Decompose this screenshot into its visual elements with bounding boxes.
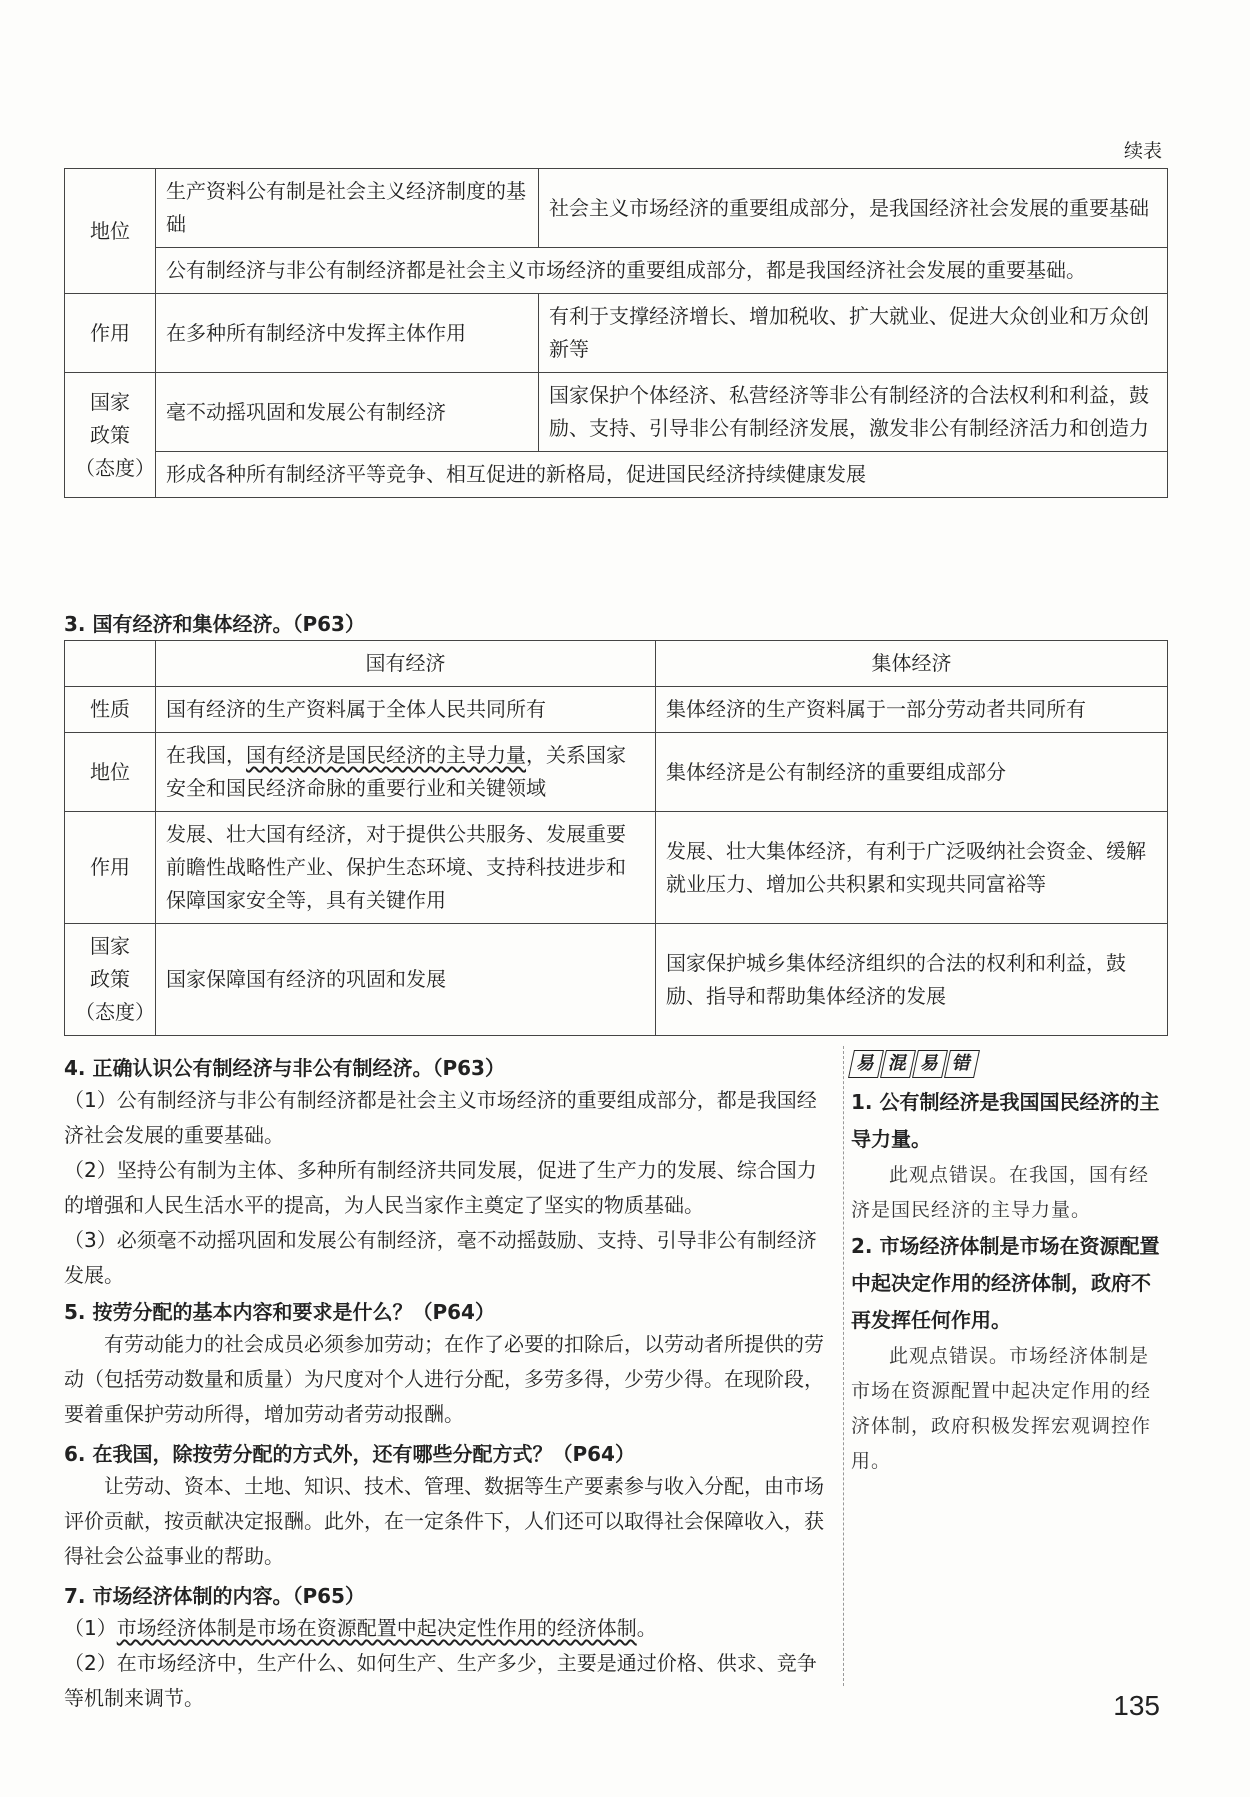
row-label-position: 地位 [65, 169, 156, 294]
label-line: （态度） [75, 1000, 155, 1024]
row-label-role: 作用 [65, 294, 156, 373]
row-label-policy [65, 373, 156, 498]
state-collective-table [64, 640, 1168, 1036]
mistake-statement: 1. 公有制经济是我国国民经济的主导力量。 [851, 1090, 1160, 1151]
cell-state-position [156, 733, 656, 812]
table-row [65, 169, 1168, 248]
row-label-nature: 性质 [65, 687, 156, 733]
section7-heading: 7. 市场经济体制的内容。（P65） [64, 1584, 365, 1608]
row-label-role: 作用 [65, 812, 156, 924]
cell-nonpublic-position: 社会主义市场经济的重要组成部分，是我国经济社会发展的重要基础 [539, 169, 1168, 248]
tag-char: 混 [880, 1050, 916, 1078]
emphasized-text: 市场经济体制是市场在资源配置中起决定性作用的经济体制 [116, 1616, 637, 1640]
cell-public-role: 在多种所有制经济中发挥主体作用 [156, 294, 539, 373]
mistake-note: 此观点错误。在我国，国有经济是国民经济的主导力量。 [851, 1164, 1150, 1221]
cell-common-position: 公有制经济与非公有制经济都是社会主义市场经济的重要组成部分，都是我国经济社会发展的重要基础。 [156, 248, 1168, 294]
section7-body [64, 1611, 834, 1716]
table-row [65, 924, 1168, 1036]
section5-body: 有劳动能力的社会成员必须参加劳动；在作了必要的扣除后，以劳动者所提供的劳动（包括劳动数量和质量）为尺度对个人进行分配，多劳多得，少劳少得。在现阶段，要着重保护劳动所得，增加劳动者劳动报酬。 [64, 1332, 824, 1426]
cell-public-position: 生产资料公有制是社会主义经济制度的基础 [156, 169, 539, 248]
ownership-comparison-table [64, 168, 1168, 498]
cell-collective-policy: 国家保护城乡集体经济组织的合法的权利和利益，鼓励、指导和帮助集体经济的发展 [656, 924, 1168, 1036]
cell-state-policy: 国家保障国有经济的巩固和发展 [156, 924, 656, 1036]
row-label-position: 地位 [65, 733, 156, 812]
header-collective: 集体经济 [656, 641, 1168, 687]
common-mistakes-sidebar [851, 1050, 1166, 1479]
table-row [65, 373, 1168, 452]
header-state: 国有经济 [156, 641, 656, 687]
emphasized-text: 国有经济是国民经济的主导力量 [246, 743, 526, 767]
text: 在我国， [166, 743, 246, 767]
common-mistakes-tag [851, 1050, 1166, 1078]
text: 。 [636, 1616, 657, 1640]
cell-nonpublic-policy: 国家保护个体经济、私营经济等非公有制经济的合法权利和利益，鼓励、支持、引导非公有制经济发展，激发非公有制经济活力和创造力 [539, 373, 1168, 452]
section6-body: 让劳动、资本、土地、知识、技术、管理、数据等生产要素参与收入分配，由市场评价贡献，按贡献决定报酬。此外，在一定条件下，人们还可以取得社会保障收入，获得社会公益事业的帮助。 [64, 1474, 824, 1568]
label-line: 国家 [90, 934, 130, 958]
table-row [65, 687, 1168, 733]
tag-char: 错 [944, 1050, 980, 1078]
cell-public-policy: 毫不动摇巩固和发展公有制经济 [156, 373, 539, 452]
page-number: 135 [1113, 1690, 1160, 1721]
table-header-row [65, 641, 1168, 687]
cell-collective-position: 集体经济是公有制经济的重要组成部分 [656, 733, 1168, 812]
tag-char: 易 [912, 1050, 948, 1078]
table-row [65, 812, 1168, 924]
list-item: （2）坚持公有制为主体、多种所有制经济共同发展，促进了生产力的发展、综合国力的增强和人民生活水平的提高，为人民当家作主奠定了坚实的物质基础。 [64, 1158, 817, 1217]
section6-heading: 6. 在我国，除按劳分配的方式外，还有哪些分配方式？（P64） [64, 1442, 635, 1466]
list-item [64, 1611, 834, 1646]
table-row [65, 294, 1168, 373]
column-divider [843, 1046, 844, 1686]
text: （1） [64, 1616, 117, 1640]
list-item: （1）公有制经济与非公有制经济都是社会主义市场经济的重要组成部分，都是我国经济社会发展的重要基础。 [64, 1088, 817, 1147]
cell-state-nature: 国有经济的生产资料属于全体人民共同所有 [156, 687, 656, 733]
row-label-policy [65, 924, 156, 1036]
table-row [65, 452, 1168, 498]
table-row [65, 248, 1168, 294]
label-line: 国家 [90, 389, 130, 414]
continued-label: 续表 [1123, 140, 1162, 162]
section4-body [64, 1083, 834, 1293]
text: ，关系国家安全和国民经济命脉的重要行业和关键领域 [166, 743, 626, 800]
table-row [65, 733, 1168, 812]
section4-heading: 4. 正确认识公有制经济与非公有制经济。（P63） [64, 1056, 505, 1080]
list-item: （2）在市场经济中，生产什么、如何生产、生产多少，主要是通过价格、供求、竞争等机制来调节。 [64, 1651, 817, 1710]
section5-heading: 5. 按劳分配的基本内容和要求是什么？（P64） [64, 1300, 495, 1324]
cell-collective-nature: 集体经济的生产资料属于一部分劳动者共同所有 [656, 687, 1168, 733]
mistake-statement: 2. 市场经济体制是市场在资源配置中起决定作用的经济体制，政府不再发挥任何作用。 [851, 1234, 1160, 1332]
label-line: 政策 [90, 422, 130, 447]
header-blank [65, 641, 156, 687]
label-line: 政策 [90, 967, 130, 991]
cell-state-role: 发展、壮大国有经济，对于提供公共服务、发展重要前瞻性战略性产业、保护生态环境、支持科技进步和保障国家安全等，具有关键作用 [156, 812, 656, 924]
mistake-note: 此观点错误。市场经济体制是市场在资源配置中起决定作用的经济体制，政府积极发挥宏观调控作用。 [851, 1345, 1152, 1472]
section3-heading: 3. 国有经济和集体经济。（P63） [64, 612, 365, 636]
cell-common-policy: 形成各种所有制经济平等竞争、相互促进的新格局，促进国民经济持续健康发展 [156, 452, 1168, 498]
list-item: （3）必须毫不动摇巩固和发展公有制经济，毫不动摇鼓励、支持、引导非公有制经济发展。 [64, 1228, 817, 1287]
label-line: （态度） [75, 455, 155, 480]
cell-nonpublic-role: 有利于支撑经济增长、增加税收、扩大就业、促进大众创业和万众创新等 [539, 294, 1168, 373]
tag-char: 易 [848, 1050, 884, 1078]
cell-collective-role: 发展、壮大集体经济，有利于广泛吸纳社会资金、缓解就业压力、增加公共积累和实现共同富裕等 [656, 812, 1168, 924]
